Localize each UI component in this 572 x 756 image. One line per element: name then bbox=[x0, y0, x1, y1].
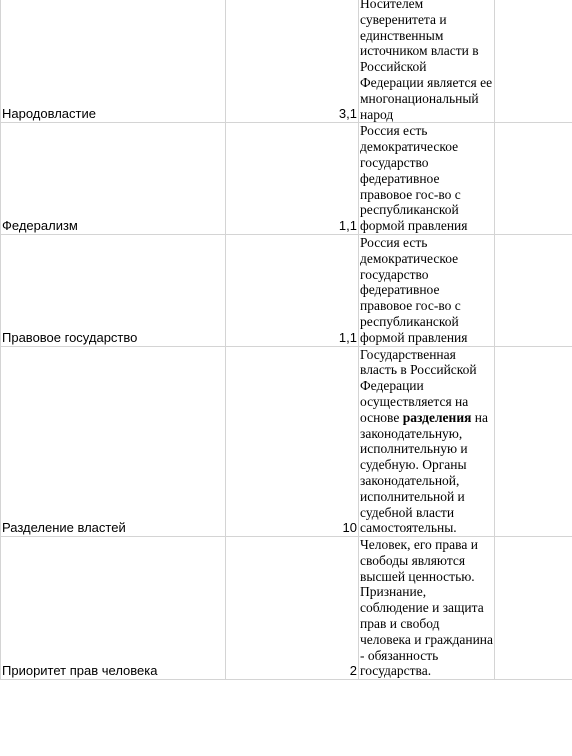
article-number: 3,1 bbox=[338, 106, 357, 122]
table-row bbox=[1, 0, 572, 123]
empty-cell[interactable] bbox=[495, 0, 572, 123]
constitution-text: Носителем суверенитета и единственным источником власти в Российской Федерации является ее многонациональный народ bbox=[360, 0, 493, 122]
principle-name: Народовластие bbox=[2, 106, 96, 122]
constitution-text-continued: на законодательную, исполнительную и судебную. Органы законодательной, исполнительной и судебной власти самостоятельны. bbox=[360, 409, 488, 536]
article-number-cell[interactable] bbox=[226, 234, 359, 346]
empty-cell[interactable] bbox=[495, 123, 572, 235]
table-row bbox=[1, 123, 572, 235]
principle-name-cell[interactable] bbox=[1, 346, 226, 537]
article-number-cell[interactable] bbox=[226, 0, 359, 123]
empty-cell[interactable] bbox=[495, 537, 572, 680]
principle-name-cell[interactable] bbox=[1, 0, 226, 123]
constitution-text: Россия есть демократическое государство федеративное правовое гос-во с республиканской формой правления bbox=[360, 234, 468, 345]
article-number: 1,1 bbox=[338, 217, 357, 233]
article-number-cell[interactable] bbox=[226, 123, 359, 235]
article-number-cell[interactable] bbox=[226, 346, 359, 537]
principle-name: Приоритет прав человека bbox=[2, 663, 158, 679]
article-number: 2 bbox=[349, 663, 357, 679]
constitution-text-cell[interactable] bbox=[359, 537, 495, 680]
table-row bbox=[1, 346, 572, 537]
constitution-text-cell[interactable] bbox=[359, 346, 495, 537]
table-row bbox=[1, 537, 572, 680]
principle-name: Разделение властей bbox=[2, 520, 126, 536]
empty-cell[interactable] bbox=[495, 234, 572, 346]
table-row bbox=[1, 234, 572, 346]
constitution-text-cell[interactable] bbox=[359, 0, 495, 123]
article-number: 1,1 bbox=[338, 329, 357, 345]
principle-name: Правовое государство bbox=[2, 329, 138, 345]
principle-name: Федерализм bbox=[2, 217, 78, 233]
principle-name-cell[interactable] bbox=[1, 123, 226, 235]
article-number: 10 bbox=[342, 520, 357, 536]
constitution-text: Россия есть демократическое государство федеративное правовое гос-во с республиканской формой правления bbox=[360, 123, 468, 234]
constitution-text-cell[interactable] bbox=[359, 234, 495, 346]
empty-cell[interactable] bbox=[495, 346, 572, 537]
principle-name-cell[interactable] bbox=[1, 537, 226, 680]
article-number-cell[interactable] bbox=[226, 537, 359, 680]
principle-name-cell[interactable] bbox=[1, 234, 226, 346]
constitution-text-cell[interactable] bbox=[359, 123, 495, 235]
constitution-text: Человек, его права и свободы являются высшей ценностью. Признание, соблюдение и защита прав и свобод человека и гражданина - обязанность государства. bbox=[360, 537, 494, 679]
constitution-text: Государственная власть в Российской Федерации осуществляется на основе bbox=[360, 346, 477, 425]
constitution-text-bold: разделения bbox=[402, 409, 472, 425]
